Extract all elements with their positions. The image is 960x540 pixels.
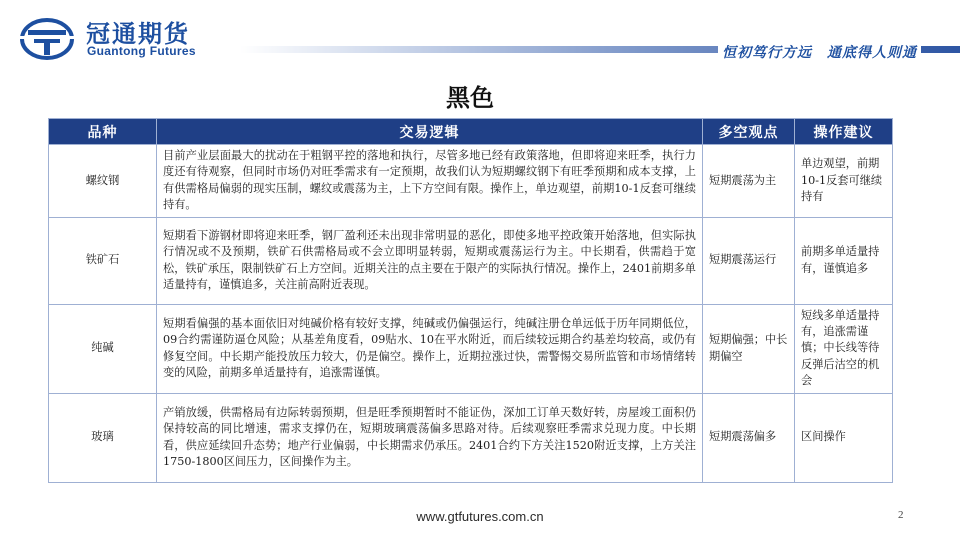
logic-cell: 短期看偏强的基本面依旧对纯碱价格有较好支撑，纯碱或仍偏强运行，纯碱注册仓单远低于历年同期低位，09合约需谨防逼仓风险；从基差角度看，09贴水、10在平水附近，而后续较远期合约基差均较高，或仍有修复空间。中长期产能投放压力较大，仍是偏空。操作上，近期拉涨过快，需警惕交易所监管和市场情绪转变的风险，前期多单适量持有，追涨需谨慎。: [157, 304, 703, 393]
company-motto: 恒初笃行方远 通底得人则通: [718, 42, 921, 62]
column-header-advice: 操作建议: [795, 119, 893, 145]
table-row: [49, 145, 893, 218]
page-number: 2: [898, 509, 904, 521]
view-cell: 短期震荡偏多: [703, 393, 795, 482]
guantong-logo-icon: [20, 18, 74, 60]
view-cell: 短期偏强；中长期偏空: [703, 304, 795, 393]
variety-cell: 螺纹钢: [49, 145, 157, 218]
strategy-table: [48, 118, 893, 483]
column-header-logic: 交易逻辑: [157, 119, 703, 145]
view-cell: 短期震荡为主: [703, 145, 795, 218]
page-title: 黑色: [446, 84, 494, 112]
company-name-en: Guantong Futures: [87, 44, 196, 58]
table-row: [49, 304, 893, 393]
advice-cell: 区间操作: [795, 393, 893, 482]
table-row: [49, 393, 893, 482]
variety-cell: 铁矿石: [49, 217, 157, 304]
variety-cell: 玻璃: [49, 393, 157, 482]
column-header-view: 多空观点: [703, 119, 795, 145]
logic-cell: 目前产业层面最大的扰动在于粗钢平控的落地和执行，尽管多地已经有政策落地，但即将迎来旺季，执行力度还有待观察，但同时市场仍对旺季需求有一定预期，故我们认为短期螺纹钢下有旺季预期和成本支撑，上有供需格局偏弱的现实压制，螺纹或震荡为主，上下方空间有限。操作上，单边观望，前期10-1反套可继续持有。: [157, 145, 703, 218]
header: [0, 0, 960, 70]
logic-cell: 产销放缓，供需格局有边际转弱预期，但是旺季预期暂时不能证伪，深加工订单天数好转，房屋竣工面积仍保持较高的同比增速，需求支撑仍在，短期玻璃震荡偏多思路对待。后续观察旺季需求兑现力度。中长期看，供应延续回升态势；地产行业偏弱，中长期需求仍承压。2401合约下方关注1520附近支撑，上方关注1750-1800区间压力，区间操作为主。: [157, 393, 703, 482]
advice-cell: 单边观望，前期10-1反套可继续持有: [795, 145, 893, 218]
advice-cell: 短线多单适量持有，追涨需谨慎；中长线等待反弹后沽空的机会: [795, 304, 893, 393]
footer-website-link[interactable]: www.gtfutures.com.cn: [416, 509, 544, 524]
table-row: [49, 217, 893, 304]
advice-cell: 前期多单适量持有，谨慎追多: [795, 217, 893, 304]
view-cell: 短期震荡运行: [703, 217, 795, 304]
variety-cell: 纯碱: [49, 304, 157, 393]
table-header-row: [49, 119, 893, 145]
column-header-variety: 品种: [49, 119, 157, 145]
company-name-cn: 冠通期货: [86, 20, 190, 48]
logic-cell: 短期看下游钢材即将迎来旺季，钢厂盈利还未出现非常明显的恶化，即使多地平控政策开始落地，但实际执行情况或不及预期，铁矿石供需格局或不会立即明显转弱，短期或震荡运行为主。中长期看，供需趋于宽松，铁矿承压，限制铁矿石上方空间。近期关注的点主要在于限产的实际执行情况。操作上，2401前期多单适量持有，谨慎追多，关注前高附近表现。: [157, 217, 703, 304]
